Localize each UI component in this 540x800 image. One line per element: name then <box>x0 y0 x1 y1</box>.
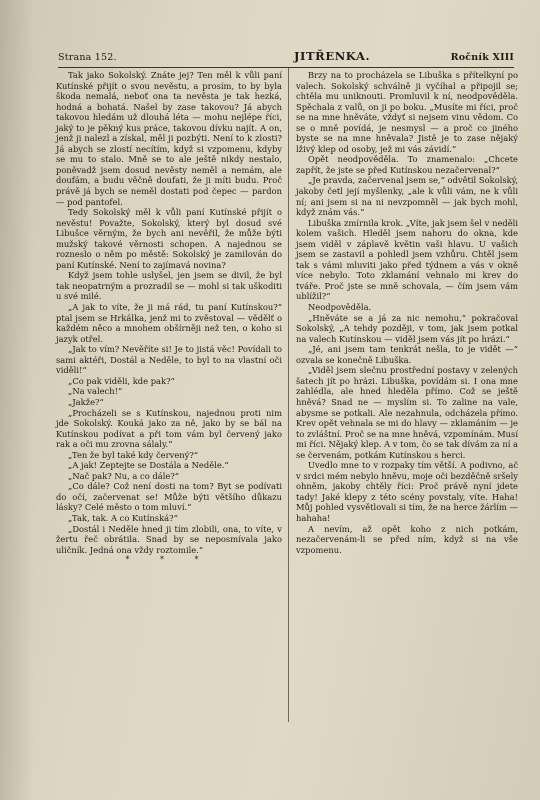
paragraph: „Jakže?“ <box>68 396 104 407</box>
paragraph: „Procházeli se s Kutínskou, najednou proti nim jde Sokolský. Kouká jako za ně, jako by se bál na Kutínskou podívat a při tom vám byl červený jako rak a oči mu zrovna sálaly.“ <box>56 407 282 450</box>
paragraph: „Je pravda, začervenal jsem se,“ odvětil Sokolský, jakoby četl její myšlenky, „ale k vůli vám, ne k vůli ní; ani jsem si na ni nevzpomněl — jak bych mohl, když znám vás.“ <box>296 175 518 218</box>
page-header <box>58 49 514 68</box>
paragraph: „Viděl jsem slečnu prostřední postavy v zelených šatech jít po hrázi. Libuška, povídám si. I ona mne zahlédla, ale hned hleděla přímo. Což se ještě hněvá? Snad ne — myslím si. To zaline na vale, abysme se potkali. Ale nezahnula, odcházela přímo. Krev opět vehnala se mi do hlavy — zklamáním — je to zvláštní. Proč se na mne hněvá, vzpomínám. Musí mi říci. Nějaký klep. A v tom, čo se tak dívám za ní a se červenám, potkám Kutínskou s herci. <box>296 365 518 460</box>
paragraph: „Hněváte se a já za nic nemohu,“ pokračoval Sokolský, „A tehdy později, v tom, jak jsem potkal na valech Kutínskou — viděl jsem vás jít po hrázi.“ <box>296 312 518 344</box>
journal-title: JITŘENKA. <box>294 49 371 63</box>
header-rule <box>58 67 514 68</box>
paragraph: Neodpověděla. <box>308 302 372 313</box>
paragraph: „A jak to víte, že ji má rád, tu paní Kutínskou?“ ptal jsem se Hrkálka, jenž mi to zvěstoval — vědělť o každém něco a mnohem obšírněji než ten, o koho si jazyk otřel. <box>56 302 282 344</box>
paragraph: Uvedlo mne to v rozpaky tím větší. A podivno, ač v srdci mém nebylo hněvu, moje oči bezděčně sršely ohněm, jakoby chtěly říci: Proč právě nyní jdete tady! Jaké klepy z této scény povstaly, víte. Haha! Můj pohled vysvětlovali si tím, že na herce žárlím — hahaha! <box>296 460 518 523</box>
paragraph: Tedy Sokolský měl k vůli paní Kutínské přijít o nevěstu! Považte, Sokolský, který byl dosud své Libušce věrným, že bych ani nevěřil, že může býti mužský takové věrnosti schopen. A najednou se rozneslo o něm po městě: Sokolský je zamilován do paní Kutínské. Není to zajímavá novina? <box>56 207 282 270</box>
paragraph: „Na valech!“ <box>68 386 123 397</box>
paragraph: Když jsem tohle uslyšel, jen jsem se divil, že byl tak neopatrným a prozradil se — mohl si tak uškoditi u své milé. <box>56 270 282 302</box>
paragraph: „Ten že byl také kdy červený?“ <box>68 449 199 460</box>
paragraph: Libuška zmírnila krok. „Víte, jak jsem šel v neděli kolem vašich. Hleděl jsem nahoru do okna, kde jsem viděl v záplavě květin vaši hlavu. U vašich jsem se zastavil a pohledl jsem vzhůru. Chtěl jsem tak s vámi mluviti jako před týdnem a vás v okně více nebylo. Toto zklamání vehnalo mi krev do tváře. Proč jste se mně schovala, — čím jsem vám ublížil?“ <box>296 217 518 302</box>
paragraph: „Jé, ani jsem tam tenkrát nešla, to je vidět —“ ozvala se konečně Libuška. <box>296 344 518 365</box>
paragraph: Tak jako Sokolský. Znáte jej? Ten měl k vůli paní Kutínské přijít o svou nevěstu, a prosím, to by byla škoda nemalá, neboť ona ta nevěsta je tak hezká, hodná a bohatá. Našel by zase takovou? Já abych takovou hledám už dlouhá léta — mohu nejlépe říci, jaký to je pěkný kus práce, takovou dívku najít. A on, jenž ji nalezl a získal, měl ji pozbýti. Není to k zlosti? Já abych se zlostí necítím, když si vzpomenu, kdyby se mu to stalo. Mně se to ale ještě nikdy nestalo, poněvadž jsem dosud nevěsty neměl a nemám, ale doufám, a budu věčně doufati, že ji míti budu. Proč právě já bych se neměl dostati pod čepec — pardon — pod pantofel. <box>56 70 282 207</box>
paragraph: „Tak, tak. A co Kutínská?“ <box>68 512 178 523</box>
paragraph: Brzy na to procházela se Libuška s přítelkyní po valech. Sokolský schválně ji vyčíhal a připojil se; chtěla mu uniknouti. Promluvil k ní, neodpověděla. Spěchala z valů, on ji po boku. „Musíte mi říci, proč se na mne hněváte, vždyť si nejsem vinu vědom. Co se o mně povídá, je nesmysl — a proč co jiného byste se na mne hněvala? Jistě je to zase nějaký lživý klep od osoby, jež mi vás závidí.“ <box>296 70 518 154</box>
column-divider <box>288 68 289 722</box>
paragraph: „Jak to vím? Nevěříte si! Je to jistá věc! Povídali to sami aktéři, Dostál a Neděle, to byl to na vlastní oči viděli!“ <box>56 344 282 376</box>
right-column <box>296 70 518 555</box>
section-break: * * * <box>125 555 213 565</box>
paragraph: „Co dále? Což není dosti na tom? Byt se podívati do očí, začervenat se! Může býti většího důkazu lásky? Celé město o tom mluví.“ <box>56 481 282 513</box>
paragraph: „A jak! Zeptejte se Dostála a Neděle.“ <box>68 460 229 471</box>
volume-label: Ročník XIII <box>450 52 514 63</box>
paragraph: Opět neodpověděla. To znamenalo: „Chcete zapřít, že jste se před Kutínskou nezačervenal?“ <box>296 154 518 175</box>
paragraph: „Nač pak? Nu, a co dále?“ <box>68 470 180 481</box>
page-number: Strana 152. <box>58 52 117 63</box>
left-column <box>56 70 282 566</box>
page-shadow <box>0 0 34 800</box>
paragraph: A nevím, až opět koho z nich potkám, nezačervenám-li se před ním, když si na vše vzpomenu. <box>296 523 518 555</box>
paragraph: „Dostál i Neděle hned ji tím zlobili, ona, to víte, v žertu řeč obrátila. Snad by se neposmívala jako uličník. Jedná ona vždy roztomile.“ <box>56 523 282 555</box>
paragraph: „Co pak viděli, kde pak?“ <box>68 375 175 386</box>
